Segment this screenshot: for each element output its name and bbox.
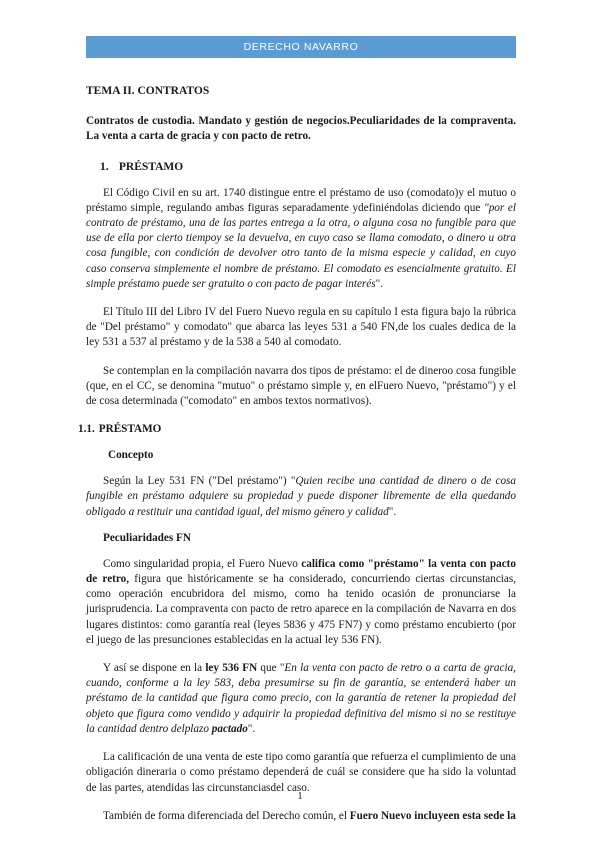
section-heading — [100, 161, 516, 173]
doc-title: TEMA II. CONTRATOS — [86, 85, 210, 97]
text-run: "Del préstamo — [100, 321, 166, 334]
subsection-title: PRÉSTAMO — [98, 423, 162, 436]
quote-text: Quien recibe una cantidad de dinero o de cosa fungible en préstamo adquiere su propiedad y puede disponer libremente de ella quedando obligado a restituir una cantidad igual, del mismo género y calidad — [86, 475, 516, 518]
text-run: " y — [165, 321, 184, 334]
concepto-heading: Concepto — [108, 449, 154, 462]
paragraph — [86, 305, 516, 351]
paragraph — [86, 809, 516, 824]
text-run: Como singularidad propia, el Fuero Nuevo — [103, 557, 302, 570]
subsection-heading — [78, 423, 516, 435]
quote-text: "por el contrato de préstamo, una de las partes entrega a la otra, o alguna cosa no fungible para que use de ella por cierto tiempoy se la devuelva, en cuyo caso se llama comodato, o dinero u otra cosa fungible, con condición de devolver otro tanto de la misma especie y calidad, en cuyo caso conserva simplemente el nombre de préstamo. El comodato es esencialmente gratuito. El simple préstamo puede ser gratuito o con pacto de pagar interés — [86, 201, 516, 290]
text-run: ". — [247, 722, 256, 735]
paragraph — [86, 661, 516, 737]
doc-intro: Contratos de custodia. Mandato y gestión de negocios.Peculiaridades de la compraventa. La venta a carta de gracia y con pacto de retro. — [86, 115, 516, 143]
text-run: El Código Civil en su art. 1740 distingue entre el préstamo de uso (comodato)y el mutuo o préstamo simple, regulando ambas figuras separadamente ydefiniéndolas diciendo que — [86, 186, 516, 214]
text-run: comodato — [183, 321, 228, 334]
text-run: Según la Ley 531 FN ("Del préstamo") " — [103, 475, 296, 488]
document-body — [78, 80, 517, 824]
peculiaridades-heading: Peculiaridades FN — [103, 531, 191, 544]
page-number: 1 — [297, 790, 303, 802]
paragraph — [86, 474, 516, 520]
bold-text: Fuero Nuevo incluyeen esta sede la — [349, 809, 516, 822]
section-title: PRÉSTAMO — [118, 160, 184, 173]
text-run: ". — [388, 505, 397, 518]
bold-text: ley 536 FN — [205, 662, 258, 675]
running-header: DERECHO NAVARRO — [86, 36, 516, 58]
text-run: ". — [375, 277, 383, 290]
quote-text: pactado — [211, 722, 248, 735]
text-run: También de forma diferenciada del Derecho común, el — [103, 809, 350, 822]
paragraph — [86, 557, 516, 648]
text-run: El Título III del Libro IV del Fuero Nuevo regula en su capítulo I esta figura bajo la rúbrica de — [86, 306, 516, 334]
subsection-number: 1.1. — [78, 423, 95, 436]
paragraph: Se contemplan en la compilación navarra dos tipos de préstamo: el de dineroo cosa fungible (que, en el CC, se denomina "mutuo" o préstamo simple y, en elFuero Nuevo, "préstamo") y el de cosa determinada ("comodato" en ambos textos normativos). — [86, 364, 516, 408]
paragraph: La calificación de una venta de este tipo como garantía que refuerza el cumplimiento de una obligación dineraria o como préstamo dependerá de cuál se considere que ha sido la voluntad de las partes, atendidas las circunstanciasdel caso. — [86, 751, 516, 794]
text-run: figura que históricamente se ha considerado, concurriendo ciertas circunstancias, como operación encubridora del mismo, como ha tenido ocasión de pronunciarse la jurisprudencia. La compraventa con pacto de retro aparece en la compilación de Navarra en dos lugares distintos: como garantía real (leyes 5836 y 475 FN7) y como préstamo encubierto (por el juego de las presunciones establecidas en la actual ley 536 FN). — [86, 573, 517, 646]
bold-text: califica como "préstamo" la venta con pacto de retro, — [86, 557, 516, 586]
text-run: que " — [257, 662, 285, 675]
section-number: 1. — [100, 160, 109, 173]
text-run: Y así se dispone en la — [103, 662, 206, 675]
text-run: " que abarca las leyes 531 a 540 FN,de los cuales dedica de la ley 531 a 537 al préstamo y de la 538 a 540 al comodato. — [86, 321, 516, 349]
paragraph — [86, 186, 516, 292]
quote-text: En la venta con pacto de retro o a carta de gracia, cuando, conforme a la ley 583, deba presumirse su fin de garantía, se entenderá haber un préstamo de la cantidad que figura como precio, con la garantía de retener la propiedad del objeto que figura como vendido y adquirir la propiedad definitiva del mismo si no se restituye la cantidad dentro delplazo — [86, 662, 516, 735]
